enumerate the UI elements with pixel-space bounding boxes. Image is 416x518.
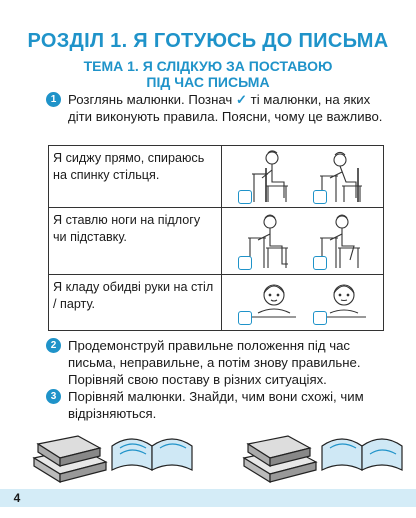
task-number-2: 2 <box>46 338 61 353</box>
rule-text-2: Я ставлю ноги на підлогу чи підставку. <box>53 213 201 244</box>
rule-row-3 <box>49 275 384 331</box>
rule-pictures-cell-1 <box>222 146 384 208</box>
topic-title-line-1: ТЕМА 1. Я СЛІДКУЮ ЗА ПОСТАВОЮ <box>83 58 333 74</box>
rule-pictures-cell-2 <box>222 208 384 275</box>
books-illustration-left <box>20 418 200 486</box>
task-1-text-after: ті малюнки, на яких діти виконують правила. Поясни, чому це важливо. <box>68 92 383 124</box>
footer-bar <box>0 489 416 507</box>
task-3-text: Порівняй малюнки. Знайди, чим вони схожі, чим відрізняються. <box>68 389 364 421</box>
rule-row-2 <box>49 208 384 275</box>
rule-text-cell-1 <box>49 146 222 208</box>
check-box-3b[interactable] <box>313 311 327 325</box>
topic-title-line-2: ПІД ЧАС ПИСЬМА <box>146 74 270 90</box>
checkmark-icon: ✓ <box>235 92 247 107</box>
task-1-text-before: Розглянь малюнки. Познач <box>68 92 233 107</box>
topic-title <box>0 58 416 90</box>
rule-row-1 <box>49 146 384 208</box>
page-number: 4 <box>13 491 21 505</box>
task-2-text: Продемонструй правильне положення під час письма, неправильне, а потім знову правильне. Порівняй свою поставу в різних ситуаціях. <box>68 338 361 387</box>
rule-text-cell-3 <box>49 275 222 331</box>
task-1-text <box>68 91 386 125</box>
posture-rules-table <box>48 145 384 331</box>
check-box-3a[interactable] <box>238 311 252 325</box>
check-box-1b[interactable] <box>313 190 327 204</box>
rule-text-3: Я кладу обидві руки на стіл / парту. <box>53 280 214 311</box>
check-box-2b[interactable] <box>313 256 327 270</box>
task-number-3: 3 <box>46 389 61 404</box>
section-title: РОЗДІЛ 1. Я ГОТУЮСЬ ДО ПИСЬМА <box>27 30 389 52</box>
books-illustration-right <box>230 418 410 486</box>
task-number-1: 1 <box>46 92 61 107</box>
rule-pictures-cell-3 <box>222 275 384 331</box>
rule-text-cell-2 <box>49 208 222 275</box>
check-box-1a[interactable] <box>238 190 252 204</box>
check-box-2a[interactable] <box>238 256 252 270</box>
rule-text-1: Я сиджу прямо, спираюсь на спинку стільця. <box>53 151 205 182</box>
